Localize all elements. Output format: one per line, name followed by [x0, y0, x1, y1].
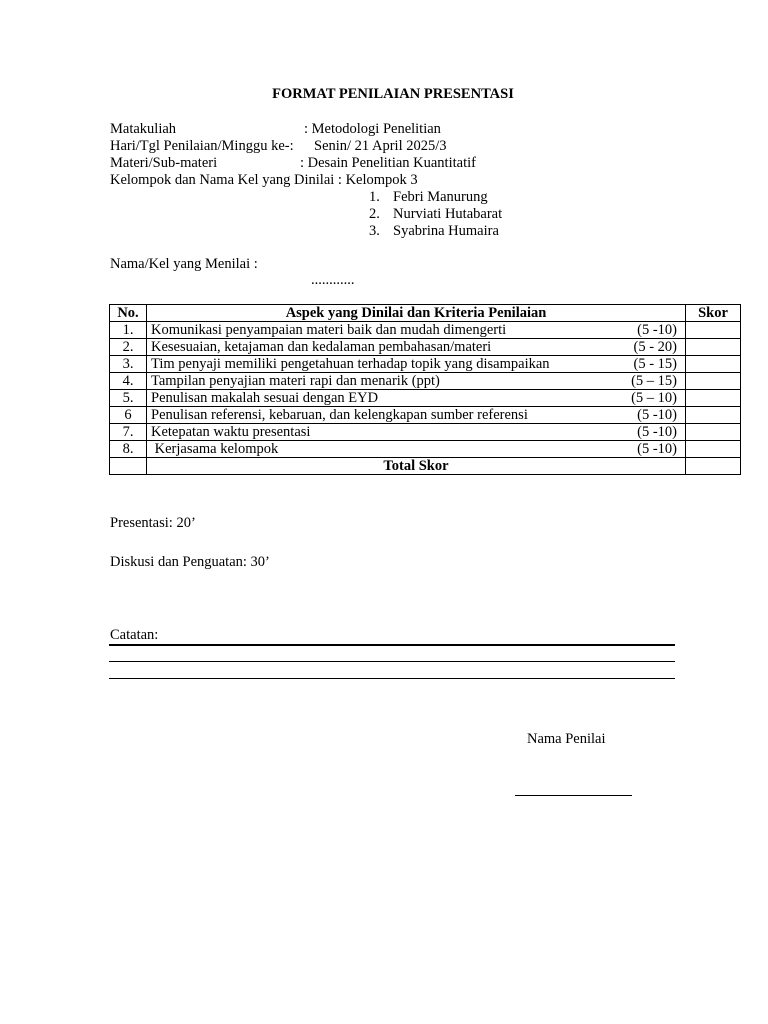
- table-row: [110, 356, 741, 373]
- row-number: 4.: [110, 373, 147, 390]
- score-cell[interactable]: [686, 356, 741, 373]
- table-row: [110, 407, 741, 424]
- table-row: [110, 441, 741, 458]
- table-row: [110, 339, 741, 356]
- row-number: 5.: [110, 390, 147, 407]
- diskusi-duration: Diskusi dan Penguatan: 30’: [110, 554, 270, 570]
- criteria-cell: [147, 373, 686, 390]
- table-row: [110, 390, 741, 407]
- hari-value: Senin/ 21 April 2025/3: [314, 138, 447, 154]
- score-cell[interactable]: [686, 322, 741, 339]
- header-no: No.: [110, 305, 147, 322]
- criteria-text: Kerjasama kelompok: [151, 441, 279, 457]
- presentasi-duration: Presentasi: 20’: [110, 515, 196, 531]
- table-row: [110, 424, 741, 441]
- criteria-cell: [147, 322, 686, 339]
- row-number: 6: [110, 407, 147, 424]
- member-name: Nurviati Hutabarat: [393, 206, 503, 222]
- member-number: 3.: [369, 223, 380, 239]
- criteria-text: Tim penyaji memiliki pengetahuan terhadap topik yang disampaikan: [151, 356, 550, 372]
- materi-value: : Desain Penelitian Kuantitatif: [300, 155, 476, 171]
- materi-label: Materi/Sub-materi: [110, 155, 218, 171]
- header-skor: Skor: [686, 305, 741, 322]
- total-label: Total Skor: [147, 458, 686, 475]
- criteria-cell: [147, 356, 686, 373]
- criteria-text: Penulisan makalah sesuai dengan EYD: [151, 390, 379, 406]
- assessment-table: [109, 304, 741, 475]
- row-number: 1.: [110, 322, 147, 339]
- penilai-value: ............: [311, 272, 355, 288]
- total-empty-cell: [110, 458, 147, 475]
- notes-line[interactable]: [109, 678, 675, 679]
- score-cell[interactable]: [686, 373, 741, 390]
- catatan-label: Catatan:: [110, 627, 159, 643]
- member-name: Syabrina Humaira: [393, 223, 499, 239]
- member-number: 2.: [369, 206, 380, 222]
- notes-line[interactable]: [109, 661, 675, 662]
- criteria-range: (5 – 15): [631, 373, 677, 389]
- penilai-label: Nama/Kel yang Menilai :: [110, 256, 258, 272]
- criteria-text: Komunikasi penyampaian materi baik dan mudah dimengerti: [151, 322, 507, 338]
- criteria-text: Tampilan penyajian materi rapi dan menarik (ppt): [151, 373, 440, 389]
- table-row: [110, 373, 741, 390]
- criteria-text: Penulisan referensi, kebaruan, dan kelengkapan sumber referensi: [151, 407, 528, 423]
- row-number: 2.: [110, 339, 147, 356]
- matakuliah-label: Matakuliah: [110, 121, 177, 137]
- page-title: FORMAT PENILAIAN PRESENTASI: [272, 86, 514, 102]
- criteria-cell: [147, 441, 686, 458]
- criteria-range: (5 -10): [637, 322, 677, 338]
- member-name: Febri Manurung: [393, 189, 488, 205]
- criteria-range: (5 – 10): [631, 390, 677, 406]
- hari-label: Hari/Tgl Penilaian/Minggu ke-:: [110, 138, 294, 154]
- total-score-cell[interactable]: [686, 458, 741, 475]
- table-header-row: [110, 305, 741, 322]
- nama-penilai-label: Nama Penilai: [527, 731, 606, 747]
- criteria-range: (5 -10): [637, 441, 677, 457]
- criteria-range: (5 -10): [637, 407, 677, 423]
- criteria-cell: [147, 339, 686, 356]
- criteria-cell: [147, 424, 686, 441]
- score-cell[interactable]: [686, 407, 741, 424]
- score-cell[interactable]: [686, 339, 741, 356]
- criteria-range: (5 - 15): [633, 356, 677, 372]
- criteria-cell: [147, 407, 686, 424]
- criteria-cell: [147, 390, 686, 407]
- row-number: 7.: [110, 424, 147, 441]
- score-cell[interactable]: [686, 424, 741, 441]
- matakuliah-value: : Metodologi Penelitian: [304, 121, 441, 137]
- signature-line[interactable]: [515, 795, 632, 796]
- member-number: 1.: [369, 189, 380, 205]
- table-row: [110, 322, 741, 339]
- kelompok-label: Kelompok dan Nama Kel yang Dinilai : Kelompok 3: [110, 172, 418, 188]
- criteria-range: (5 -10): [637, 424, 677, 440]
- notes-line[interactable]: [109, 644, 675, 646]
- score-cell[interactable]: [686, 441, 741, 458]
- score-cell[interactable]: [686, 390, 741, 407]
- criteria-text: Kesesuaian, ketajaman dan kedalaman pembahasan/materi: [151, 339, 492, 355]
- criteria-text: Ketepatan waktu presentasi: [151, 424, 311, 440]
- row-number: 8.: [110, 441, 147, 458]
- criteria-range: (5 - 20): [633, 339, 677, 355]
- header-aspek: Aspek yang Dinilai dan Kriteria Penilaian: [147, 305, 686, 322]
- total-row: [110, 458, 741, 475]
- row-number: 3.: [110, 356, 147, 373]
